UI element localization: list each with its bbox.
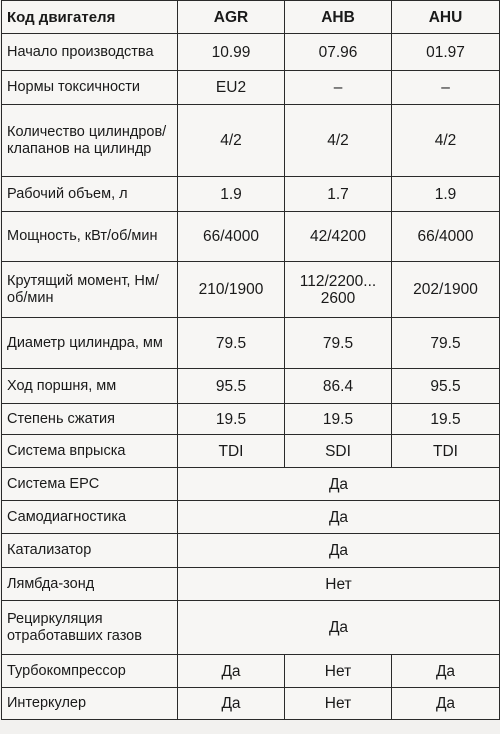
- cell-value: 19.5: [178, 404, 285, 435]
- merged-value: Да: [178, 601, 500, 655]
- cell-value: TDI: [178, 435, 285, 468]
- engine-code-ahu: AHU: [392, 1, 500, 34]
- cell-value: Нет: [285, 688, 392, 720]
- cell-value: 4/2: [392, 105, 500, 177]
- table-row: [2, 212, 500, 262]
- table-row: [2, 71, 500, 105]
- cell-value: 95.5: [178, 369, 285, 404]
- cell-value: 79.5: [285, 318, 392, 369]
- cell-value: 112/2200... 2600: [285, 262, 392, 318]
- table-row: [2, 262, 500, 318]
- row-label: Лямбда-зонд: [2, 568, 178, 601]
- table-row: [2, 501, 500, 534]
- cell-value: 19.5: [392, 404, 500, 435]
- merged-value: Да: [178, 534, 500, 568]
- cell-value: 4/2: [285, 105, 392, 177]
- cell-value: Да: [392, 655, 500, 688]
- cell-value: 202/1900: [392, 262, 500, 318]
- table-row: [2, 318, 500, 369]
- table-row: [2, 105, 500, 177]
- table-row: [2, 177, 500, 212]
- row-label: Система EPC: [2, 468, 178, 501]
- table-header-row: [2, 1, 500, 34]
- cell-value: 1.9: [392, 177, 500, 212]
- cell-value: 86.4: [285, 369, 392, 404]
- row-label: Система впрыска: [2, 435, 178, 468]
- table-row: [2, 655, 500, 688]
- row-label: Крутящий момент, Нм/об/мин: [2, 262, 178, 318]
- cell-value: –: [392, 71, 500, 105]
- cell-value: 19.5: [285, 404, 392, 435]
- cell-value: 4/2: [178, 105, 285, 177]
- cell-value: 1.7: [285, 177, 392, 212]
- engine-code-agr: AGR: [178, 1, 285, 34]
- row-label: Мощность, кВт/об/мин: [2, 212, 178, 262]
- cell-value: 79.5: [178, 318, 285, 369]
- cell-value: Да: [392, 688, 500, 720]
- row-label: Ход поршня, мм: [2, 369, 178, 404]
- engine-code-ahb: AHB: [285, 1, 392, 34]
- table-row: [2, 435, 500, 468]
- cell-value: TDI: [392, 435, 500, 468]
- row-label: Степень сжатия: [2, 404, 178, 435]
- cell-value: 10.99: [178, 34, 285, 71]
- row-label: Нормы токсичности: [2, 71, 178, 105]
- cell-value: 07.96: [285, 34, 392, 71]
- cell-value: Да: [178, 655, 285, 688]
- cell-value: 66/4000: [178, 212, 285, 262]
- table-row: [2, 534, 500, 568]
- cell-value: Да: [178, 688, 285, 720]
- table-row: [2, 34, 500, 71]
- row-label: Самодиагностика: [2, 501, 178, 534]
- cell-value: 79.5: [392, 318, 500, 369]
- merged-value: Да: [178, 501, 500, 534]
- cell-value: 66/4000: [392, 212, 500, 262]
- cell-value: –: [285, 71, 392, 105]
- table-row: [2, 688, 500, 720]
- table-row: [2, 404, 500, 435]
- cell-value: EU2: [178, 71, 285, 105]
- row-label: Катализатор: [2, 534, 178, 568]
- table-row: [2, 468, 500, 501]
- row-label: Диаметр цилиндра, мм: [2, 318, 178, 369]
- row-label: Количество цилиндров/клапанов на цилиндр: [2, 105, 178, 177]
- table-row: [2, 568, 500, 601]
- cell-value: Нет: [285, 655, 392, 688]
- row-label: Турбокомпрессор: [2, 655, 178, 688]
- cell-value: SDI: [285, 435, 392, 468]
- merged-value: Да: [178, 468, 500, 501]
- engine-spec-table: [1, 0, 500, 720]
- cell-value: 95.5: [392, 369, 500, 404]
- row-label: Рециркуляция отработавших газов: [2, 601, 178, 655]
- row-label: Начало производства: [2, 34, 178, 71]
- cell-value: 42/4200: [285, 212, 392, 262]
- row-label: Рабочий объем, л: [2, 177, 178, 212]
- table-row: [2, 369, 500, 404]
- merged-value: Нет: [178, 568, 500, 601]
- cell-value: 01.97: [392, 34, 500, 71]
- cell-value: 1.9: [178, 177, 285, 212]
- cell-value: 210/1900: [178, 262, 285, 318]
- table-row: [2, 601, 500, 655]
- row-label: Интеркулер: [2, 688, 178, 720]
- header-label: Код двигателя: [2, 1, 178, 34]
